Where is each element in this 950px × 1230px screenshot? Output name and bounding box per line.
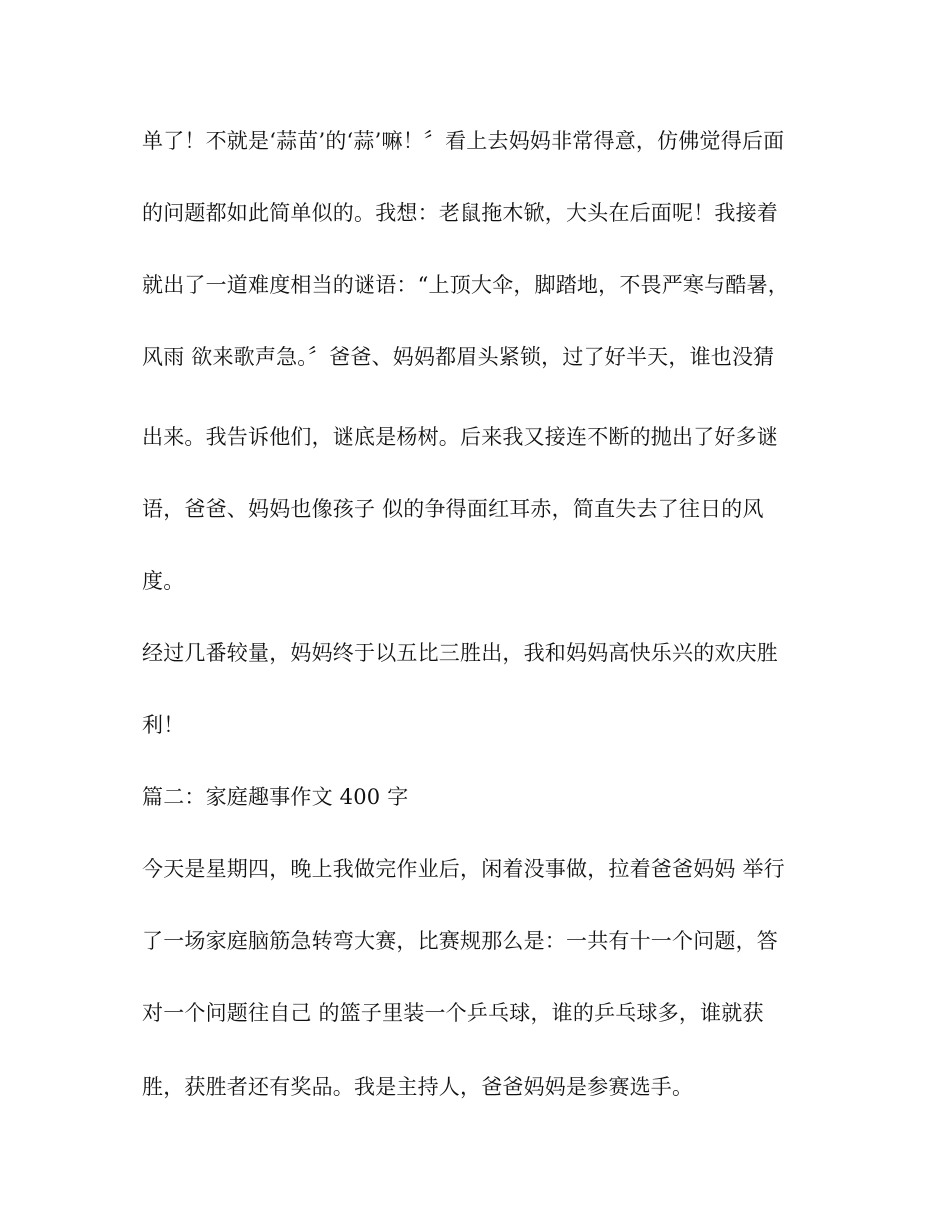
- text-line: 了一场家庭脑筋急转弯大赛，比赛规那么是：一共有十一个问题，答: [142, 929, 778, 953]
- text-line: 度。: [142, 569, 185, 593]
- text-line: 的问题都如此简单似的。我想：老鼠拖木锨，大头在后面呢！我接着: [142, 201, 778, 225]
- text-line: 胜，获胜者还有奖品。我是主持人，爸爸妈妈是参赛选手。: [142, 1075, 694, 1099]
- text-line: 就出了一道难度相当的谜语：“上顶大伞，脚踏地，不畏严寒与酷暑，: [142, 273, 789, 297]
- text-line: 经过几番较量，妈妈终于以五比三胜出，我和妈妈高快乐兴的欢庆胜: [142, 641, 778, 665]
- text-line: 风雨 欲来歌声急。〞爸爸、妈妈都眉头紧锁，过了好半天，谁也没猜: [142, 345, 775, 369]
- text-line: 对一个问题往自己 的篮子里装一个乒乓球，谁的乒乓球多，谁就获: [142, 1001, 764, 1025]
- text-line: 出来。我告诉他们，谜底是杨树。后来我又接连不断的抛出了好多谜: [142, 425, 778, 449]
- text-line: 今天是星期四，晚上我做完作业后，闲着没事做，拉着爸爸妈妈 举行: [142, 857, 785, 881]
- section-heading: 篇二：家庭趣事作文 400 字: [142, 785, 409, 809]
- text-line: 利！: [142, 713, 185, 737]
- text-line: 单了！不就是‘蒜苗’的‘蒜’嘛！〞看上去妈妈非常得意，仿佛觉得后面: [142, 129, 785, 153]
- text-line: 语，爸爸、妈妈也像孩子 似的争得面红耳赤，简直失去了往日的风: [142, 497, 764, 521]
